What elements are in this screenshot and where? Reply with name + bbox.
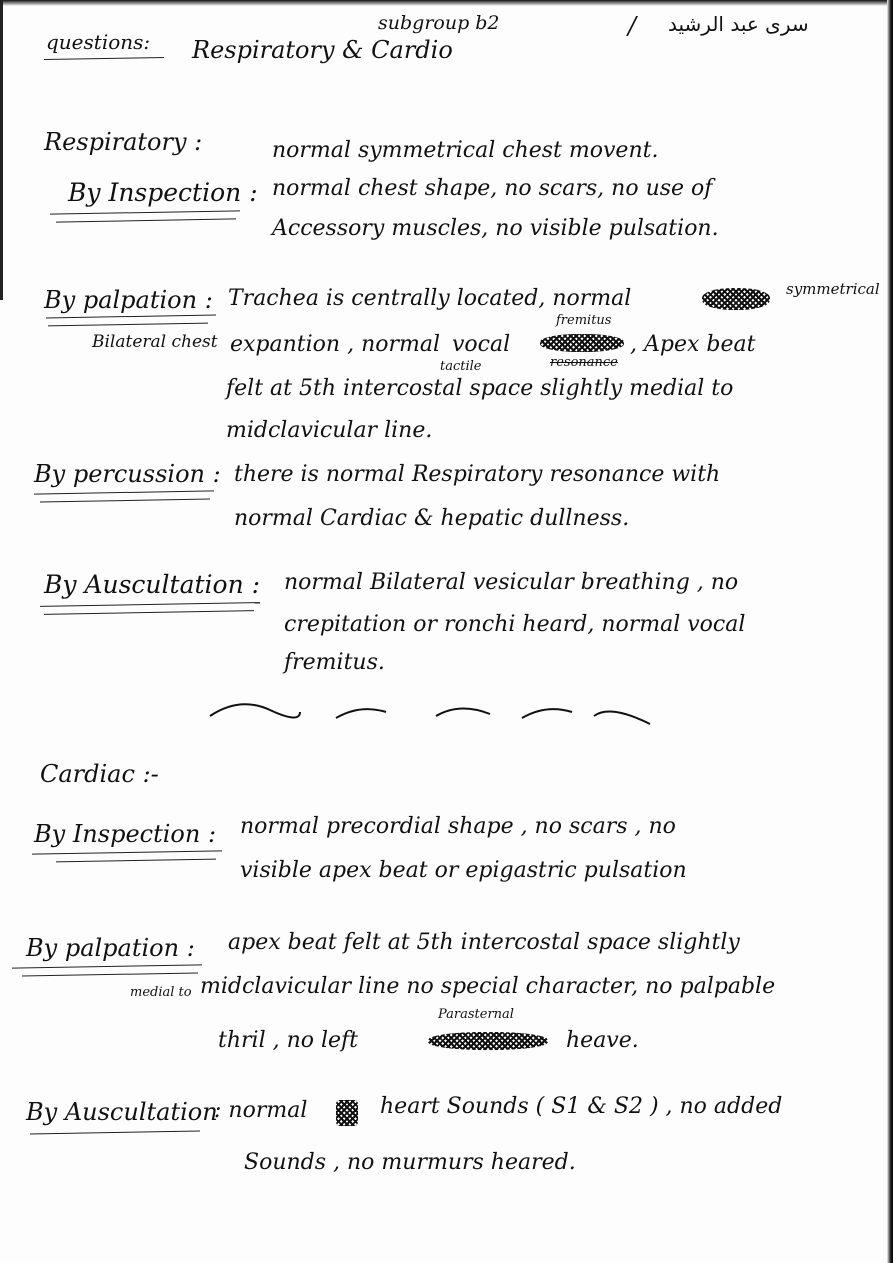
- crossed-out-word-2: [540, 334, 624, 352]
- resp-palpation-label: By palpation :: [44, 286, 213, 314]
- card-palpation-line3b: heave.: [566, 1028, 639, 1053]
- card-inspection-underline: [32, 850, 222, 854]
- title-prefix-underline: [44, 57, 164, 60]
- resonance-struck: resonance: [550, 355, 618, 370]
- resp-palpation-line3: felt at 5th intercostal space slightly medial to: [226, 376, 734, 401]
- resp-palpation-line2c: , Apex beat: [630, 332, 756, 357]
- crossed-out-word-3: [428, 1032, 548, 1050]
- resp-palpation-line4: midclavicular line.: [226, 418, 433, 443]
- cardiac-heading: Cardiac :-: [40, 760, 159, 788]
- card-auscultation-underline: [30, 1131, 200, 1135]
- subgroup-label: subgroup b2: [378, 12, 500, 34]
- student-name-arabic: سرى عبد الرشيد: [668, 12, 809, 36]
- resp-percussion-line2: normal Cardiac & hepatic dullness.: [234, 506, 630, 531]
- resp-inspection-line1: normal chest shape, no scars, no use of: [272, 176, 713, 201]
- crossed-out-word-4: [336, 1100, 358, 1126]
- fremitus-note: fremitus: [556, 313, 612, 328]
- card-auscultation-line1b: heart Sounds ( S1 & S2 ) , no added: [380, 1094, 783, 1119]
- resp-palpation-vocal: vocal: [452, 332, 511, 357]
- resp-inspection-underline: [50, 210, 240, 214]
- bilateral-chest-note: Bilateral chest: [92, 332, 218, 352]
- section-divider-icon: [200, 696, 660, 736]
- resp-auscultation-line1: normal Bilateral vesicular breathing , no: [284, 570, 739, 595]
- page-right-edge: [887, 0, 893, 1263]
- card-palpation-line2: midclavicular line no special character, no palpable: [200, 974, 776, 999]
- card-auscultation-line1a: : normal: [214, 1098, 308, 1123]
- resp-palpation-underline-2: [48, 323, 208, 327]
- resp-auscultation-underline: [40, 602, 260, 607]
- card-palpation-underline: [12, 964, 202, 968]
- card-palpation-line3a: thril , no left: [218, 1028, 359, 1053]
- card-inspection-underline-2: [56, 859, 216, 863]
- medial-to-note: medial to: [130, 985, 192, 1000]
- page-top-edge: [0, 0, 893, 6]
- resp-inspection-insert: normal symmetrical chest movent.: [272, 138, 659, 163]
- resp-percussion-underline-2: [40, 499, 210, 503]
- title-prefix: questions:: [46, 30, 151, 54]
- card-inspection-line2: visible apex beat or epigastric pulsation: [240, 858, 687, 883]
- card-inspection-line1: normal precordial shape , no scars , no: [240, 814, 676, 839]
- card-auscultation-label: By Auscultation: [26, 1098, 218, 1126]
- resp-inspection-underline-2: [56, 218, 236, 222]
- resp-percussion-label: By percussion :: [34, 460, 221, 488]
- resp-auscultation-line3: fremitus.: [284, 650, 385, 675]
- crossed-out-word: [702, 288, 770, 310]
- card-palpation-underline-2: [22, 972, 198, 976]
- page-left-edge: [0, 0, 3, 300]
- resp-auscultation-line2: crepitation or ronchi heard, normal vocal: [284, 612, 746, 637]
- resp-palpation-underline: [46, 315, 216, 319]
- page-title: Respiratory & Cardio: [192, 36, 453, 64]
- parasternal-note: Parasternal: [438, 1007, 514, 1022]
- resp-percussion-line1: there is normal Respiratory resonance with: [234, 462, 721, 487]
- symmetrical-side-note: symmetrical: [786, 280, 880, 298]
- resp-palpation-line2a: expantion , normal: [230, 332, 441, 357]
- resp-inspection-line2: Accessory muscles, no visible pulsation.: [272, 216, 719, 241]
- resp-inspection-label: By Inspection :: [68, 178, 258, 207]
- header-slash: /: [628, 12, 637, 40]
- card-palpation-label: By palpation :: [26, 934, 195, 962]
- resp-palpation-line1: Trachea is centrally located, normal: [228, 286, 632, 311]
- resp-auscultation-label: By Auscultation :: [44, 570, 261, 599]
- card-auscultation-line2: Sounds , no murmurs heared.: [244, 1150, 576, 1175]
- card-inspection-label: By Inspection :: [34, 820, 217, 848]
- tactile-note: tactile: [440, 359, 482, 374]
- resp-auscultation-underline-2: [44, 610, 254, 615]
- card-palpation-line1: apex beat felt at 5th intercostal space slightly: [228, 930, 740, 955]
- resp-percussion-underline: [34, 490, 214, 494]
- respiratory-heading: Respiratory :: [44, 128, 203, 156]
